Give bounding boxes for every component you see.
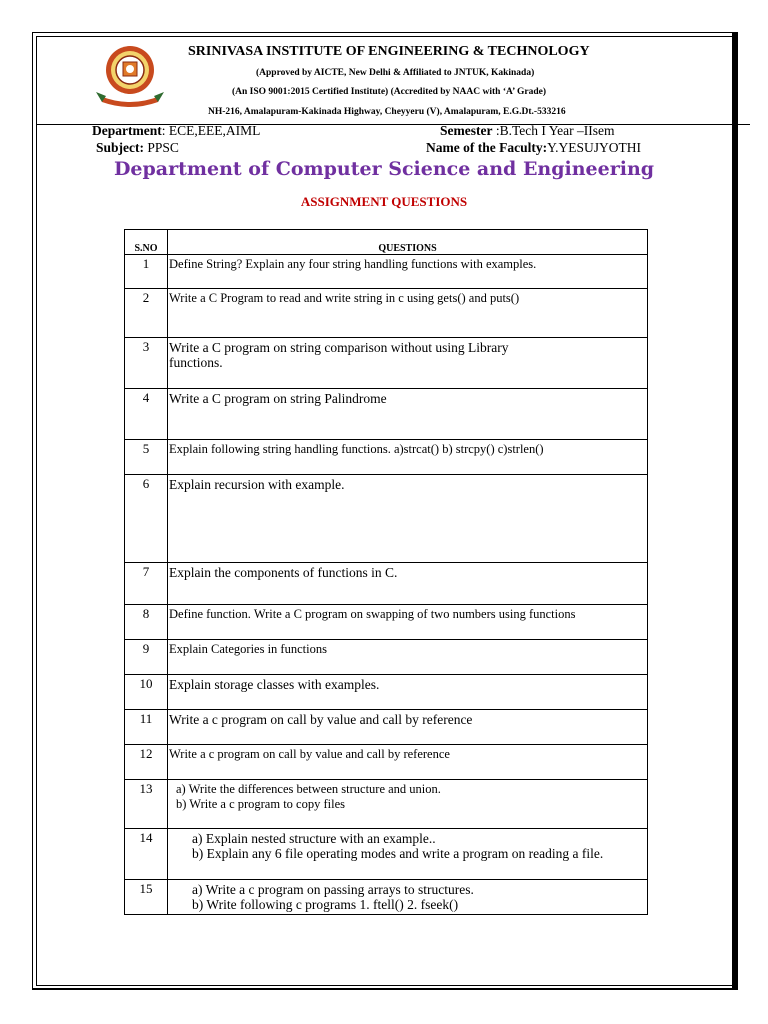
institute-address: NH-216, Amalapuram-Kakinada Highway, Cheyyeru (V), Amalapuram, E.G.Dt.-533216 bbox=[208, 107, 566, 117]
table-row bbox=[125, 338, 648, 389]
row-number: 14 bbox=[125, 829, 168, 880]
table-row bbox=[125, 640, 648, 675]
row-question bbox=[168, 389, 648, 440]
row-question bbox=[168, 710, 648, 745]
row-question bbox=[168, 563, 648, 605]
table-row bbox=[125, 389, 648, 440]
assignment-title: ASSIGNMENT QUESTIONS bbox=[300, 194, 468, 209]
question-line: Explain Categories in functions bbox=[169, 642, 327, 656]
row-number: 10 bbox=[125, 675, 168, 710]
question-line: Write a c program on call by value and call by reference bbox=[169, 747, 450, 761]
question-line: Write a C program on string Palindrome bbox=[169, 391, 387, 406]
question-line: Write a C Program to read and write string in c using gets() and puts() bbox=[169, 291, 520, 305]
table-row bbox=[125, 780, 648, 829]
questions-table bbox=[124, 229, 648, 915]
row-question bbox=[168, 338, 648, 389]
table-row bbox=[125, 880, 648, 915]
row-number: 3 bbox=[125, 338, 168, 389]
row-number: 6 bbox=[125, 475, 168, 563]
row-number: 4 bbox=[125, 389, 168, 440]
subject-label: Subject: bbox=[96, 140, 144, 155]
faculty-value: Y.YESUJYOTHI bbox=[547, 140, 641, 155]
faculty-label: Name of the Faculty: bbox=[426, 140, 548, 155]
row-number: 5 bbox=[125, 440, 168, 475]
subject-value: PPSC bbox=[144, 140, 179, 155]
row-number: 12 bbox=[125, 745, 168, 780]
row-question bbox=[168, 605, 648, 640]
row-question bbox=[168, 880, 648, 915]
header-sno: S.NO bbox=[125, 230, 168, 255]
question-line: functions. bbox=[169, 355, 223, 370]
semester-value: :B.Tech I Year –IIsem bbox=[492, 123, 615, 138]
department-value: : ECE,EEE,AIML bbox=[161, 123, 261, 138]
department-label: Department bbox=[92, 123, 162, 138]
question-line: b) Write following c programs 1. ftell() 2. fseek() bbox=[192, 897, 459, 912]
semester-line bbox=[440, 123, 615, 139]
question-line: Write a c program on call by value and call by reference bbox=[169, 712, 473, 727]
table-row bbox=[125, 255, 648, 289]
row-question bbox=[168, 829, 648, 880]
row-number: 1 bbox=[125, 255, 168, 289]
table-row bbox=[125, 563, 648, 605]
question-line: a) Write a c program on passing arrays to structures. bbox=[192, 882, 474, 897]
table-row bbox=[125, 440, 648, 475]
table-row bbox=[125, 710, 648, 745]
row-number: 15 bbox=[125, 880, 168, 915]
table-row bbox=[125, 605, 648, 640]
row-question bbox=[168, 640, 648, 675]
row-number: 13 bbox=[125, 780, 168, 829]
question-line: b) Explain any 6 file operating modes and write a program on reading a file. bbox=[192, 846, 604, 861]
institute-name: SRINIVASA INSTITUTE OF ENGINEERING & TECHNOLOGY bbox=[188, 44, 590, 59]
institute-accreditation: (An ISO 9001:2015 Certified Institute) (Accredited by NAAC with ‘A’ Grade) bbox=[232, 87, 546, 97]
row-number: 11 bbox=[125, 710, 168, 745]
row-number: 2 bbox=[125, 289, 168, 338]
table-header-row bbox=[125, 230, 648, 255]
row-question bbox=[168, 780, 648, 829]
question-line: Write a C program on string comparison without using Library bbox=[169, 340, 509, 355]
row-question bbox=[168, 289, 648, 338]
table-row bbox=[125, 745, 648, 780]
department-line bbox=[92, 123, 260, 139]
row-question bbox=[168, 440, 648, 475]
row-question bbox=[168, 675, 648, 710]
table-row bbox=[125, 475, 648, 563]
row-question bbox=[168, 745, 648, 780]
question-line: Explain recursion with example. bbox=[169, 477, 345, 492]
subject-line bbox=[96, 140, 179, 156]
question-line: b) Write a c program to copy files bbox=[176, 797, 346, 811]
table-row bbox=[125, 675, 648, 710]
question-line: Explain the components of functions in C. bbox=[169, 565, 398, 580]
row-number: 8 bbox=[125, 605, 168, 640]
question-line: Explain storage classes with examples. bbox=[169, 677, 380, 692]
question-line: a) Explain nested structure with an example.. bbox=[192, 831, 436, 846]
header-questions: QUESTIONS bbox=[168, 230, 648, 255]
question-line: Define function. Write a C program on swapping of two numbers using functions bbox=[169, 607, 576, 621]
question-line: a) Write the differences between structure and union. bbox=[176, 782, 441, 796]
institute-approval: (Approved by AICTE, New Delhi & Affiliated to JNTUK, Kakinada) bbox=[256, 68, 535, 78]
row-question bbox=[168, 475, 648, 563]
row-number: 7 bbox=[125, 563, 168, 605]
institute-logo bbox=[92, 40, 168, 112]
question-line: Explain following string handling functions. a)strcat() b) strcpy() c)strlen() bbox=[169, 442, 544, 456]
department-title: Department of Computer Science and Engineering bbox=[113, 158, 655, 180]
table-row bbox=[125, 829, 648, 880]
table-row bbox=[125, 289, 648, 338]
row-number: 9 bbox=[125, 640, 168, 675]
semester-label: Semester bbox=[440, 123, 493, 138]
row-question bbox=[168, 255, 648, 289]
faculty-line bbox=[426, 140, 641, 156]
question-line: Define String? Explain any four string handling functions with examples. bbox=[169, 257, 537, 271]
